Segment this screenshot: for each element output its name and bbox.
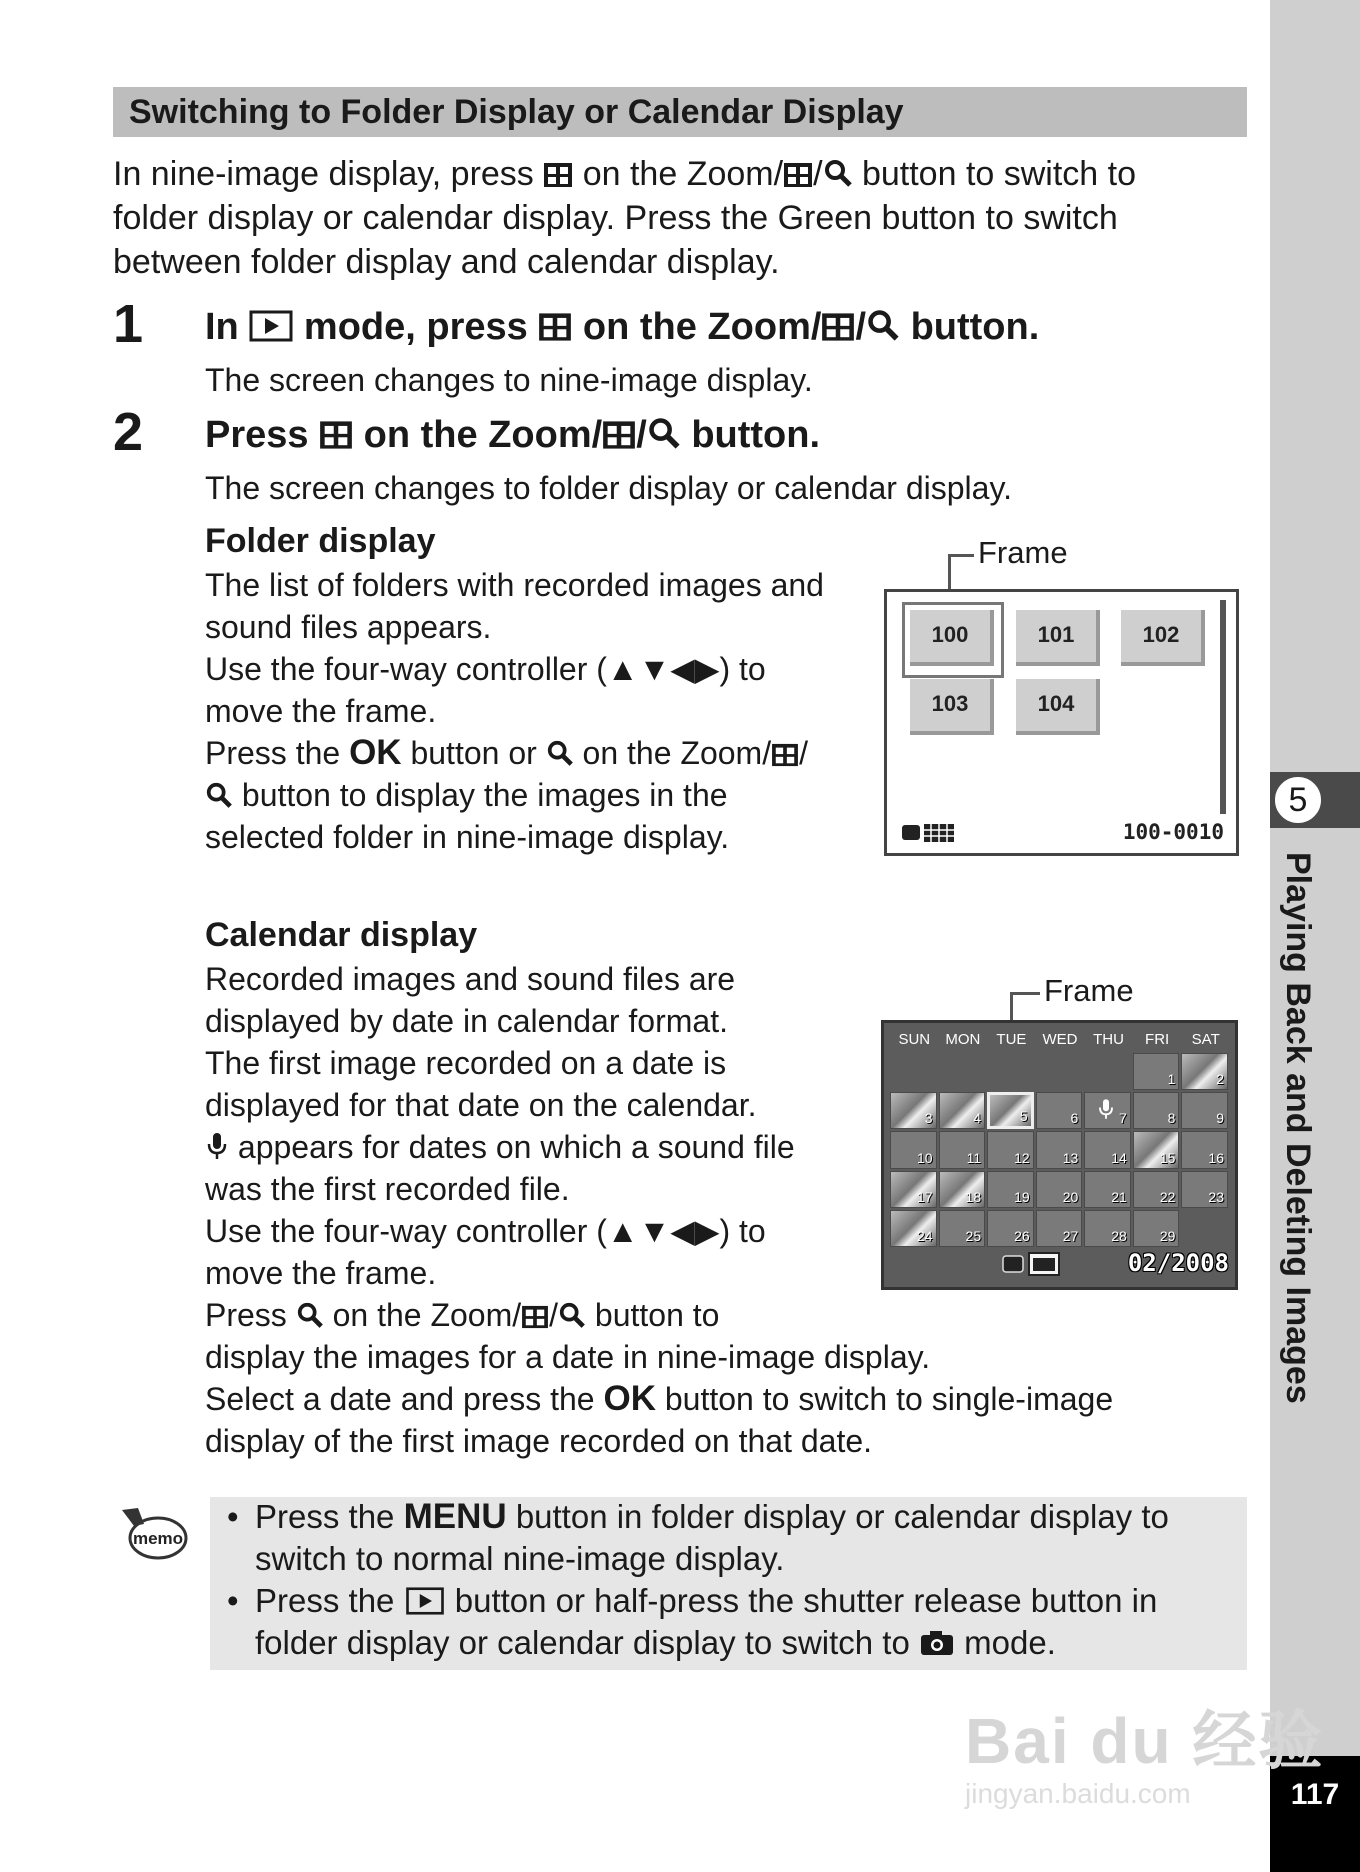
calendar-day-cell xyxy=(987,1171,1034,1208)
folder-display-text: The list of folders with recorded images and xyxy=(205,567,824,603)
folder-tile: 103 xyxy=(910,679,994,735)
weekday-label: SAT xyxy=(1191,1031,1220,1048)
calendar-display-text: move the frame. xyxy=(205,1255,437,1291)
frame-label: Frame xyxy=(978,535,1068,570)
folder-display-heading: Folder display xyxy=(205,522,436,560)
calendar-day-cell xyxy=(1036,1053,1083,1090)
folder-display-text: Use the four-way controller (▲▼◀▶) to xyxy=(205,651,766,687)
calendar-day-number: 13 xyxy=(1062,1149,1079,1166)
weekday-header xyxy=(890,1031,1230,1053)
memo-text: Press the xyxy=(255,1498,395,1535)
memo-text: mode. xyxy=(964,1624,1056,1661)
calendar-day-number: 12 xyxy=(1014,1149,1030,1166)
calendar-day-cell xyxy=(890,1171,937,1208)
calendar-day-cell xyxy=(939,1092,986,1129)
calendar-display-text: appears for dates on which a sound file xyxy=(237,1129,795,1165)
step-heading-text: on the Zoom/ xyxy=(363,414,603,456)
calendar-day-number: 14 xyxy=(1111,1149,1127,1166)
calendar-display-text: Recorded images and sound files are xyxy=(205,961,736,997)
folder-tile: 102 xyxy=(1121,610,1205,666)
calendar-display-text xyxy=(205,1378,1113,1420)
intro-text: between folder display and calendar display. xyxy=(113,243,780,281)
step-detail: The screen changes to nine-image display. xyxy=(205,362,813,398)
watermark-logo: Bai du 经验 xyxy=(965,1705,1325,1777)
calendar-day-number: 6 xyxy=(1070,1110,1079,1127)
calendar-display-text: Press xyxy=(205,1297,287,1333)
weekday-label: FRI xyxy=(1145,1031,1170,1048)
memo-bullet: • xyxy=(227,1498,239,1535)
scroll-bar xyxy=(1220,600,1226,814)
folder-display-text: selected folder in nine-image display. xyxy=(205,819,730,855)
calendar-day-cell xyxy=(987,1131,1034,1168)
calendar-day-cell xyxy=(987,1053,1034,1090)
calendar-day-cell xyxy=(1084,1210,1131,1247)
magnifier-icon xyxy=(558,1301,586,1329)
calendar-day-number: 7 xyxy=(1119,1110,1127,1127)
calendar-day-number: 24 xyxy=(916,1227,933,1244)
magnifier-icon xyxy=(823,158,853,188)
weekday-label: TUE xyxy=(996,1031,1027,1048)
folder-display-text: button or xyxy=(410,735,537,771)
calendar-day-number: 25 xyxy=(965,1227,982,1244)
intro-text: button to switch to xyxy=(861,155,1137,193)
display-mode-icon xyxy=(1002,1251,1062,1277)
weekday-label: WED xyxy=(1042,1031,1078,1048)
month-year: 02/2008 xyxy=(1127,1249,1229,1277)
calendar-day-cell xyxy=(1181,1053,1228,1090)
calendar-day-number: 1 xyxy=(1167,1071,1176,1088)
calendar-display-text xyxy=(205,1294,719,1336)
calendar-day-cell xyxy=(1084,1053,1131,1090)
intro-paragraph xyxy=(113,152,1263,284)
calendar-display-text: / xyxy=(549,1297,559,1333)
calendar-day-cell xyxy=(939,1171,986,1208)
calendar-day-cell xyxy=(890,1053,937,1090)
step-number: 2 xyxy=(113,402,144,462)
memo-bullet: • xyxy=(227,1582,239,1619)
calendar-day-number: 10 xyxy=(916,1149,933,1166)
calendar-day-cell xyxy=(1084,1131,1131,1168)
calendar-day-number: 29 xyxy=(1159,1227,1176,1244)
calendar-day-cell xyxy=(1084,1092,1131,1129)
calendar-display-text: on the Zoom/ xyxy=(332,1297,522,1333)
folder-tile: 101 xyxy=(1016,610,1100,666)
calendar-display-text: displayed by date in calendar format. xyxy=(205,1003,728,1039)
folder-tile: 104 xyxy=(1016,679,1100,735)
calendar-day-number: 11 xyxy=(966,1149,982,1166)
calendar-day-number: 19 xyxy=(1014,1188,1030,1205)
step-heading-text: on the Zoom/ xyxy=(582,306,822,348)
calendar-day-cell xyxy=(1181,1171,1228,1208)
calendar-display-text: displayed for that date on the calendar. xyxy=(205,1087,757,1123)
magnifier-icon xyxy=(866,308,900,342)
calendar-day-cell xyxy=(1133,1092,1180,1129)
calendar-display-text: display the images for a date in nine-image display. xyxy=(205,1339,931,1375)
menu-button-label: MENU xyxy=(403,1497,507,1536)
weekday-label: MON xyxy=(945,1031,981,1048)
weekday-label: SUN xyxy=(898,1031,931,1048)
calendar-day-cell xyxy=(890,1092,937,1129)
watermark-url: jingyan.baidu.com xyxy=(965,1778,1191,1809)
calendar-day-number: 21 xyxy=(1111,1188,1127,1205)
intro-text: In nine-image display, press xyxy=(113,155,534,193)
thumbnail-grid-icon xyxy=(319,420,353,450)
calendar-day-number: 2 xyxy=(1216,1071,1224,1088)
calendar-day-number: 4 xyxy=(973,1110,982,1127)
calendar-day-cell xyxy=(939,1210,986,1247)
calendar-day-cell xyxy=(1181,1092,1228,1129)
calendar-day-number: 26 xyxy=(1014,1227,1030,1244)
folder-display-text: on the Zoom/ xyxy=(582,735,772,771)
calendar-display-text: display of the first image recorded on that date. xyxy=(205,1423,873,1459)
step-heading-text: / xyxy=(855,306,866,348)
camera-icon xyxy=(919,1629,955,1657)
memo-item xyxy=(255,1496,1169,1580)
step-heading-text: mode, press xyxy=(303,306,528,348)
thumbnail-grid-icon xyxy=(521,1305,549,1329)
file-counter: 100-0010 xyxy=(1122,820,1224,844)
calendar-day-cell xyxy=(1133,1131,1180,1168)
step-heading-text: / xyxy=(636,414,647,456)
folder-display-text xyxy=(205,774,728,816)
memo-icon xyxy=(118,1504,190,1562)
calendar-day-cell xyxy=(1036,1210,1083,1247)
step-heading-text: button. xyxy=(691,414,821,456)
calendar-day-cell xyxy=(939,1131,986,1168)
page-number: 117 xyxy=(1270,1756,1360,1872)
calendar-day-cell xyxy=(1084,1171,1131,1208)
intro-text: folder display or calendar display. Press the Green button to switch xyxy=(113,199,1118,237)
memo-item xyxy=(255,1580,1157,1664)
step-detail: The screen changes to folder display or calendar display. xyxy=(205,470,1012,506)
step-heading xyxy=(205,302,1039,352)
magnifier-icon xyxy=(546,739,574,767)
thumbnail-grid-icon xyxy=(543,162,573,188)
calendar-day-cell xyxy=(1133,1053,1180,1090)
calendar-selection-frame xyxy=(987,1092,1034,1129)
calendar-display-text: Select a date and press the xyxy=(205,1381,595,1417)
calendar-day-cell xyxy=(1133,1171,1180,1208)
folder-display-screen xyxy=(884,589,1239,856)
calendar-day-cell xyxy=(1036,1131,1083,1168)
calendar-display-heading: Calendar display xyxy=(205,916,478,954)
thumbnail-grid-icon xyxy=(783,162,813,188)
calendar-day-number: 8 xyxy=(1167,1110,1176,1127)
calendar-display-text: was the first recorded file. xyxy=(205,1171,570,1207)
intro-text: on the Zoom/ xyxy=(582,155,784,193)
step-heading-text: In xyxy=(205,306,239,348)
step-heading xyxy=(205,410,820,460)
calendar-day-cell xyxy=(890,1131,937,1168)
folder-display-text: Press the xyxy=(205,735,341,771)
weekday-label: THU xyxy=(1093,1031,1124,1048)
memo-text: button or half-press the shutter release button in xyxy=(454,1582,1158,1619)
calendar-day-number: 15 xyxy=(1159,1149,1176,1166)
memo-text: folder display or calendar display to switch to xyxy=(255,1624,910,1661)
calendar-day-number: 18 xyxy=(965,1188,982,1205)
calendar-day-number: 5 xyxy=(1019,1108,1028,1125)
magnifier-icon xyxy=(647,416,681,450)
calendar-day-cell xyxy=(1036,1171,1083,1208)
playback-icon xyxy=(404,1587,446,1615)
thumbnail-grid-icon xyxy=(821,312,855,342)
calendar-day-cell xyxy=(1181,1210,1228,1247)
memo-text: button in folder display or calendar display to xyxy=(515,1498,1169,1535)
calendar-day-number: 27 xyxy=(1062,1227,1079,1244)
calendar-display-text: The first image recorded on a date is xyxy=(205,1045,727,1081)
memo-text: switch to normal nine-image display. xyxy=(255,1540,785,1577)
thumbnail-grid-icon xyxy=(538,312,572,342)
chapter-title: Playing Back and Deleting Images xyxy=(1279,852,1317,1404)
calendar-day-number: 3 xyxy=(924,1110,933,1127)
callout-line xyxy=(1010,992,1040,995)
memo-icon-label: memo xyxy=(132,1529,184,1548)
microphone-icon xyxy=(205,1131,229,1161)
folder-tile: 100 xyxy=(910,610,994,666)
chapter-number: 5 xyxy=(1272,774,1324,826)
folder-display-text: sound files appears. xyxy=(205,609,492,645)
calendar-day-number: 28 xyxy=(1111,1227,1127,1244)
calendar-day-number: 16 xyxy=(1208,1149,1224,1166)
display-mode-icon xyxy=(901,822,957,844)
folder-display-text: / xyxy=(799,735,808,771)
thumbnail-grid-icon xyxy=(602,420,636,450)
magnifier-icon xyxy=(205,781,233,809)
calendar-day-number: 22 xyxy=(1159,1188,1176,1205)
playback-icon xyxy=(249,310,293,342)
microphone-icon xyxy=(1097,1097,1115,1126)
callout-line xyxy=(948,554,974,557)
calendar-display-text xyxy=(205,1126,795,1168)
calendar-day-cell xyxy=(1133,1210,1180,1247)
calendar-display-text: button to switch to single-image xyxy=(664,1381,1114,1417)
step-heading-text: Press xyxy=(205,414,309,456)
memo-text: Press the xyxy=(255,1582,395,1619)
calendar-day-number: 9 xyxy=(1216,1110,1224,1127)
thumbnail-grid-icon xyxy=(771,743,799,767)
calendar-day-cell xyxy=(1036,1092,1083,1129)
calendar-day-cell xyxy=(939,1053,986,1090)
section-heading: Switching to Folder Display or Calendar Display xyxy=(113,87,1247,137)
intro-text: / xyxy=(813,155,823,193)
step-number: 1 xyxy=(113,294,144,354)
calendar-grid xyxy=(890,1053,1230,1249)
step-heading-text: button. xyxy=(910,306,1040,348)
ok-button-label: OK xyxy=(603,1379,656,1418)
calendar-day-cell xyxy=(1181,1131,1228,1168)
folder-display-text: move the frame. xyxy=(205,693,437,729)
calendar-day-number: 20 xyxy=(1062,1188,1079,1205)
calendar-day-number: 23 xyxy=(1208,1188,1224,1205)
calendar-day-cell xyxy=(890,1210,937,1247)
calendar-day-cell xyxy=(987,1210,1034,1247)
calendar-display-text: button to xyxy=(594,1297,720,1333)
folder-display-text xyxy=(205,732,808,774)
folder-display-text: button to display the images in the xyxy=(241,777,728,813)
calendar-display-screen xyxy=(881,1020,1238,1290)
calendar-display-text: Use the four-way controller (▲▼◀▶) to xyxy=(205,1213,766,1249)
frame-label: Frame xyxy=(1044,973,1134,1008)
calendar-day-number: 17 xyxy=(916,1188,933,1205)
ok-button-label: OK xyxy=(349,733,402,772)
magnifier-icon xyxy=(296,1301,324,1329)
